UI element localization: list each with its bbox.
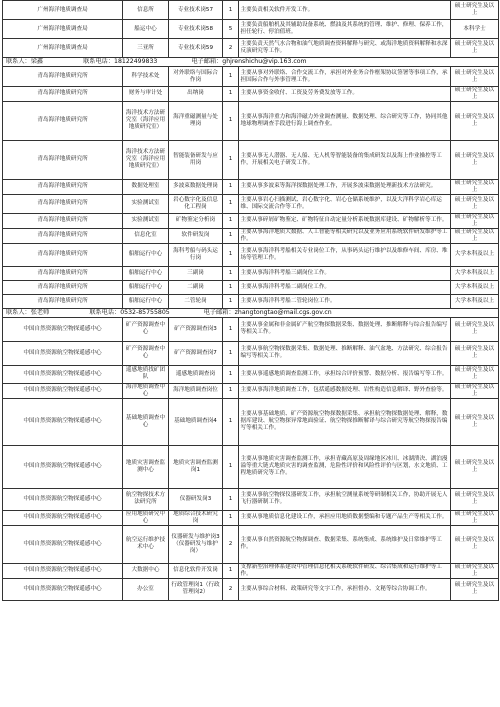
- education-cell: 硕士研究生及以上: [451, 140, 499, 179]
- department-cell: 地质灾害调查监测中心: [123, 445, 169, 488]
- unit-cell: 青岛海洋地质研究所: [3, 140, 123, 179]
- education-cell: 硕士研究生及以上: [451, 87, 499, 102]
- education-cell: 硕士研究生及以上: [451, 445, 499, 488]
- education-cell: 硕士研究生及以上: [451, 578, 499, 600]
- headcount-cell: 1: [223, 1, 239, 20]
- department-cell: 船舶运行中心: [123, 280, 169, 294]
- post-cell: 地质灾害调查监测岗1: [169, 445, 223, 488]
- duty-cell: 主要从事海洋地质调查工作，包括遥感数据处理、岩性构造信息解译、野外查验等。: [239, 383, 451, 398]
- unit-cell: 广州海洋地质调查局: [3, 39, 123, 58]
- post-cell: 多波束数据处理岗: [169, 179, 223, 194]
- education-cell: 硕士研究生及以上: [451, 317, 499, 341]
- post-cell: 三副岗: [169, 266, 223, 280]
- unit-cell: 青岛海洋地质研究所: [3, 87, 123, 102]
- unit-cell: 中国自然资源航空物探遥感中心: [3, 525, 123, 563]
- table-row: [3, 317, 499, 341]
- headcount-cell: 1: [223, 228, 239, 243]
- headcount-cell: 1: [223, 398, 239, 445]
- department-cell: 财务与审计处: [123, 87, 169, 102]
- headcount-cell: 1: [223, 213, 239, 228]
- headcount-cell: 1: [223, 266, 239, 280]
- duty-cell: 主要从事海洋科考船二副岗位工作。: [239, 280, 451, 294]
- table-row: [3, 39, 499, 58]
- headcount-cell: 1: [223, 294, 239, 308]
- post-cell: 二副岗: [169, 280, 223, 294]
- headcount-cell: 2: [223, 578, 239, 600]
- duty-cell: 主要负责天然气水合物和油气地质调查资料解释与研究、或海洋地质资料解释和水深反演研究等工作。: [239, 39, 451, 58]
- unit-cell: 青岛海洋地质研究所: [3, 194, 123, 213]
- recruitment-table-sheet: [2, 0, 498, 601]
- department-cell: 矿产资源调查中心: [123, 341, 169, 365]
- unit-cell: 青岛海洋地质研究所: [3, 179, 123, 194]
- department-cell: 科学技术处: [123, 67, 169, 87]
- unit-cell: 中国自然资源航空物探遥感中心: [3, 341, 123, 365]
- duty-cell: 主要从事多波束等海洋探数据处理工作，开展多波束数据处理新技术方法研究。: [239, 179, 451, 194]
- education-cell: 硕士研究生及以上: [451, 1, 499, 20]
- table-row: [3, 383, 499, 398]
- post-cell: 海洋地质调查岗位: [169, 383, 223, 398]
- duty-cell: 主要从事海洋地质大数据、人工智能等相关研究以及业务应用系统软件研发维护等工作。: [239, 228, 451, 243]
- unit-cell: 青岛海洋地质研究所: [3, 67, 123, 87]
- post-cell: 对外联络与国际合作岗: [169, 67, 223, 87]
- duty-cell: 主要从事航空物探数据采集、数据处理、推断解释、油气盆地、方法研究、综合报告编写等相关工作。: [239, 341, 451, 365]
- duty-cell: 支撑新型治理体系建设中管理信息化相关系统软件研发、综合集成和运行维护等工作。: [239, 563, 451, 578]
- duty-cell: 主要从事自然资源航空物探调查、数据采集、系统集成、系统维护及日常维护等工作。: [239, 525, 451, 563]
- table-row: [3, 525, 499, 563]
- contact-phone: 联系电话：0532-85755805: [89, 308, 170, 316]
- duty-cell: 主要从事碎屑矿物鉴定、矿物特征自动定量分析系统数据库建设、矿物解析等工作。: [239, 213, 451, 228]
- education-cell: 硕士研究生及以上: [451, 525, 499, 563]
- post-cell: 海洋重磁测量与处理岗: [169, 101, 223, 140]
- department-cell: 信息化室: [123, 228, 169, 243]
- department-cell: 海洋地质调查中心: [123, 383, 169, 398]
- table-row: [3, 179, 499, 194]
- contact-phone: 联系电话：18122499833: [83, 58, 158, 66]
- duty-cell: 主要从事综合材料、政策研究等文字工作，承担督办、文秘等综合协调工作。: [239, 578, 451, 600]
- contact-row: [3, 58, 499, 67]
- duty-cell: 主要从事无人潜器、无人船、无人机等智能装备的集成研发以及海上作业操控等工作，开展相关电子研发工作。: [239, 140, 451, 179]
- headcount-cell: 1: [223, 140, 239, 179]
- post-cell: 软件研发岗: [169, 228, 223, 243]
- unit-cell: 青岛海洋地质研究所: [3, 280, 123, 294]
- unit-cell: 中国自然资源航空物探遥感中心: [3, 398, 123, 445]
- education-cell: 硕士研究生及以上: [451, 365, 499, 383]
- table-row: [3, 87, 499, 102]
- table-row: [3, 228, 499, 243]
- headcount-cell: 1: [223, 510, 239, 525]
- table-row: [3, 194, 499, 213]
- unit-cell: 中国自然资源航空物探遥感中心: [3, 488, 123, 510]
- unit-cell: 青岛海洋地质研究所: [3, 243, 123, 266]
- headcount-cell: 1: [223, 317, 239, 341]
- duty-cell: 主要从事海洋科考船三副岗位工作。: [239, 266, 451, 280]
- unit-cell: 青岛海洋地质研究所: [3, 213, 123, 228]
- duty-cell: 主要从事岩心扫描测试、岩心数字化、岩心仓储系统维护，以及大洋科学岩心库运维、国际交流合作等工作。: [239, 194, 451, 213]
- department-cell: 航空运行维护技术中心: [123, 525, 169, 563]
- department-cell: 矿产资源调查中心: [123, 317, 169, 341]
- headcount-cell: 1: [223, 383, 239, 398]
- headcount-cell: 1: [223, 67, 239, 87]
- unit-cell: 青岛海洋地质研究所: [3, 101, 123, 140]
- contact-email: 电子邮箱：zhangtongtao@mail.cgs.gov.cn: [203, 308, 332, 316]
- department-cell: 船舶运行中心: [123, 266, 169, 280]
- headcount-cell: 1: [223, 194, 239, 213]
- education-cell: 硕士研究生及以上: [451, 179, 499, 194]
- table-row: [3, 101, 499, 140]
- headcount-cell: 1: [223, 87, 239, 102]
- headcount-cell: 5: [223, 20, 239, 39]
- department-cell: 办公室: [123, 578, 169, 600]
- department-cell: 船运中心: [123, 20, 169, 39]
- department-cell: 三亚所: [123, 39, 169, 58]
- contact-person: 联系人：梁鑫: [6, 58, 44, 66]
- education-cell: 硕士研究生及以上: [451, 39, 499, 58]
- education-cell: 硕士研究生及以上: [451, 194, 499, 213]
- education-cell: 硕士研究生及以上: [451, 510, 499, 525]
- unit-cell: 中国自然资源航空物探遥感中心: [3, 317, 123, 341]
- table-row: [3, 140, 499, 179]
- education-cell: 大学本科及以上: [451, 294, 499, 308]
- duty-cell: 主要从事海洋重力和海洋磁力外业调查测量、数据处理、综合研究等工作，协同其他地球物理调查手段进行海上调查作业。: [239, 101, 451, 140]
- table-row: [3, 445, 499, 488]
- post-cell: 仪器研发岗3: [169, 488, 223, 510]
- headcount-cell: 1: [223, 365, 239, 383]
- unit-cell: 中国自然资源航空物探遥感中心: [3, 563, 123, 578]
- table-row: [3, 67, 499, 87]
- unit-cell: 青岛海洋地质研究所: [3, 228, 123, 243]
- post-cell: 基础地质调查岗4: [169, 398, 223, 445]
- headcount-cell: 1: [223, 179, 239, 194]
- contact-row: [3, 308, 499, 317]
- unit-cell: 青岛海洋地质研究所: [3, 266, 123, 280]
- table-row: [3, 488, 499, 510]
- education-cell: 硕士研究生及以上: [451, 341, 499, 365]
- department-cell: 实验测试室: [123, 194, 169, 213]
- education-cell: 大学本科及以上: [451, 243, 499, 266]
- unit-cell: 中国自然资源航空物探遥感中心: [3, 445, 123, 488]
- unit-cell: 广州海洋地质调查局: [3, 1, 123, 20]
- department-cell: 船舶运行中心: [123, 294, 169, 308]
- post-cell: 矿产资源调查岗7: [169, 341, 223, 365]
- duty-cell: 主要从事地质信息化建设工作，承担应用地质数据整编和专题产品生产等相关工作。: [239, 510, 451, 525]
- contact-info: [3, 308, 499, 317]
- table-row: [3, 341, 499, 365]
- department-cell: 船舶运行中心: [123, 243, 169, 266]
- contact-person: 联系人：张老师: [6, 308, 50, 316]
- headcount-cell: 1: [223, 488, 239, 510]
- table-row: [3, 280, 499, 294]
- department-cell: 数据处理室: [123, 179, 169, 194]
- duty-cell: 主要负责相关软件开发工作。: [239, 1, 451, 20]
- post-cell: 专业技术岗58: [169, 20, 223, 39]
- duty-cell: 主要从事对外联络、合作交流工作，承担对外业务合作框架协议签署等事项工作，承担国际合作与外事管理工作。: [239, 67, 451, 87]
- table-row: [3, 365, 499, 383]
- duty-cell: 主要从事金属和非金属矿产航空物探数据采集、数据处理、推断解释与综合报告编写等相关工作。: [239, 317, 451, 341]
- post-cell: 地质综合技术研究岗: [169, 510, 223, 525]
- table-row: [3, 266, 499, 280]
- table-row: [3, 563, 499, 578]
- education-cell: 硕士研究生及以上: [451, 398, 499, 445]
- unit-cell: 中国自然资源航空物探遥感中心: [3, 365, 123, 383]
- duty-cell: 主要从事航空物探仪器研发工作，承担航空测量系统等研制相关工作，协助开展无人飞行器研制工作。: [239, 488, 451, 510]
- table-row: [3, 510, 499, 525]
- duty-cell: 主要负责船舶机及其辅助设备系统、燃油及其系统的管理、维护、修理、保养工作，担任轮行、停泊值班。: [239, 20, 451, 39]
- post-cell: 矿产资源调查岗3: [169, 317, 223, 341]
- education-cell: 硕士研究生及以上: [451, 101, 499, 140]
- duty-cell: 主要从事遥感地质调查监测工作，承担综合评价预警、数据分析、报告编写等工作。: [239, 365, 451, 383]
- post-cell: 出纳岗: [169, 87, 223, 102]
- education-cell: 硕士研究生及以上: [451, 228, 499, 243]
- post-cell: 专业技术岗59: [169, 39, 223, 58]
- table-row: [3, 1, 499, 20]
- post-cell: 岩心数字化及信息化工程岗: [169, 194, 223, 213]
- post-cell: 海科考船与码头运行岗: [169, 243, 223, 266]
- post-cell: 行政管理岗1（行政管理岗2）: [169, 578, 223, 600]
- department-cell: 基础地质调查中心: [123, 398, 169, 445]
- duty-cell: 主要从事海洋科考船相关专业岗位工作，从事码头运行维护以及维修车间、库房、堆场等管理工作。: [239, 243, 451, 266]
- education-cell: 大学本科及以上: [451, 280, 499, 294]
- post-cell: 信息化软件开发岗: [169, 563, 223, 578]
- post-cell: 二管轮岗: [169, 294, 223, 308]
- unit-cell: 中国自然资源航空物探遥感中心: [3, 383, 123, 398]
- department-cell: 信息所: [123, 1, 169, 20]
- unit-cell: 中国自然资源航空物探遥感中心: [3, 578, 123, 600]
- headcount-cell: 1: [223, 445, 239, 488]
- department-cell: 海洋技术方法研究室（海洋应用地质研究室）: [123, 101, 169, 140]
- table-row: [3, 294, 499, 308]
- education-cell: 大学本科及以上: [451, 266, 499, 280]
- table-row: [3, 243, 499, 266]
- education-cell: 本科学士: [451, 20, 499, 39]
- department-cell: 航空物探技术方法研究所: [123, 488, 169, 510]
- education-cell: 硕士研究生及以上: [451, 383, 499, 398]
- department-cell: 大数据中心: [123, 563, 169, 578]
- recruitment-table-body: [3, 1, 499, 601]
- headcount-cell: 1: [223, 341, 239, 365]
- post-cell: 智能装备研发与应用岗: [169, 140, 223, 179]
- education-cell: 硕士研究生及以上: [451, 213, 499, 228]
- duty-cell: 主要从事海洋科考船二管轮岗位工作。: [239, 294, 451, 308]
- department-cell: 实验测试室: [123, 213, 169, 228]
- duty-cell: 主要从事资金收付、工资及劳务费发放等工作。: [239, 87, 451, 102]
- headcount-cell: 2: [223, 39, 239, 58]
- contact-info: [3, 58, 499, 67]
- post-cell: 遥感地质调查岗: [169, 365, 223, 383]
- department-cell: 遥感地质找矿团队: [123, 365, 169, 383]
- post-cell: 仪器研发与维护岗3（仪器研发与维护岗）: [169, 525, 223, 563]
- headcount-cell: 1: [223, 563, 239, 578]
- department-cell: 海洋技术方法研究室（海洋应用地质研究室）: [123, 140, 169, 179]
- duty-cell: 主要从事基础地质、矿产资源航空物探数据采集、承担航空物探数据处理、解释，数据库建设、航空物探异常地面验证、航空物探推断解译与综合研究等航空物探报告编写等相关工作。: [239, 398, 451, 445]
- headcount-cell: 1: [223, 243, 239, 266]
- contact-email: 电子邮箱：ghjrenshichu@vip.163.com: [191, 58, 307, 66]
- table-row: [3, 20, 499, 39]
- table-row: [3, 578, 499, 600]
- unit-cell: 青岛海洋地质研究所: [3, 294, 123, 308]
- unit-cell: 广州海洋地质调查局: [3, 20, 123, 39]
- table-row: [3, 398, 499, 445]
- education-cell: 硕士研究生及以上: [451, 563, 499, 578]
- table-row: [3, 213, 499, 228]
- recruitment-table: [2, 0, 499, 601]
- post-cell: 矿物鉴定分析岗: [169, 213, 223, 228]
- duty-cell: 主要从事地质灾害调查监测工作，承担青藏高原及周缘地区冰川、冰湖溃决、湖泊漫溢等重大链式地质灾害的调查监测，危险性评价和风险性评价与区划，水文地质、工程地质研究等工作。: [239, 445, 451, 488]
- unit-cell: 中国自然资源航空物探遥感中心: [3, 510, 123, 525]
- post-cell: 专业技术岗57: [169, 1, 223, 20]
- headcount-cell: 1: [223, 280, 239, 294]
- department-cell: 应用地质研究中心: [123, 510, 169, 525]
- headcount-cell: 2: [223, 525, 239, 563]
- education-cell: 硕士研究生及以上: [451, 67, 499, 87]
- education-cell: 硕士研究生及以上: [451, 488, 499, 510]
- headcount-cell: 1: [223, 101, 239, 140]
